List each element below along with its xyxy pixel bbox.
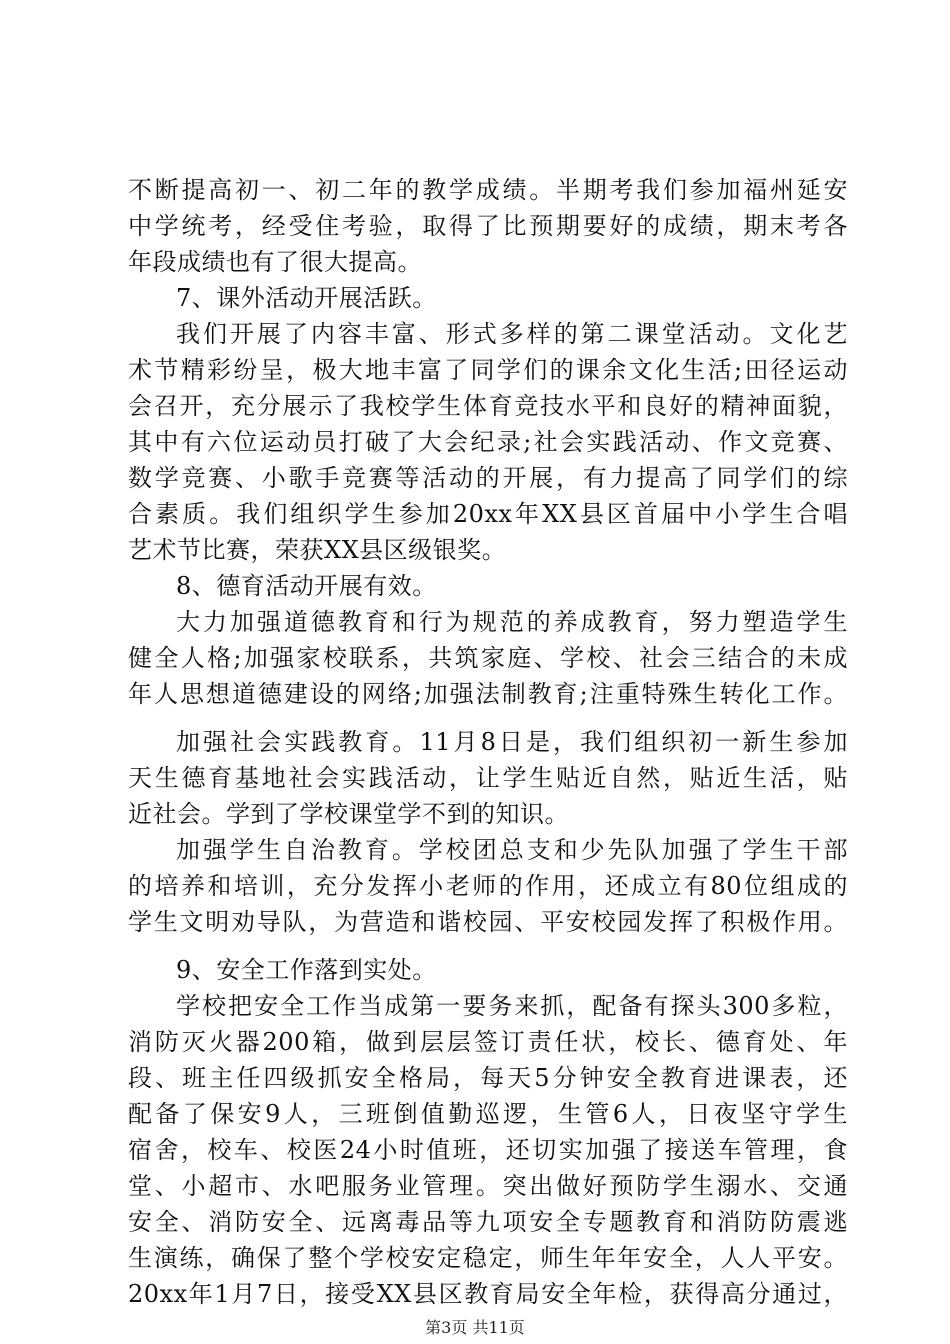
text-line: 消防灭火器200箱，做到层层签订责任状，校长、德育处、年 xyxy=(128,1028,848,1056)
section-heading-8: 8、德育活动开展有效。 xyxy=(176,572,437,600)
text-line: 生演练，确保了整个学校安定稳定，师生年年安全，人人平安。 xyxy=(128,1244,848,1272)
text-line: 20xx年1月7日，接受XX县区教育局安全年检，获得高分通过， xyxy=(128,1280,848,1308)
text-line: 加强学生自治教育。学校团总支和少先队加强了学生干部 xyxy=(176,836,848,864)
text-line: 合素质。我们组织学生参加20xx年XX县区首届中小学生合唱 xyxy=(128,500,848,528)
text-line: 配备了保安9人，三班倒值勤巡逻，生管6人，日夜坚守学生 xyxy=(128,1100,848,1128)
text-line: 大力加强道德教育和行为规范的养成教育，努力塑造学生 xyxy=(176,608,848,636)
section-heading-9: 9、安全工作落到实处。 xyxy=(176,956,437,984)
text-line: 年段成绩也有了很大提高。 xyxy=(128,248,422,276)
text-line: 学生文明劝导队，为营造和谐校园、平安校园发挥了积极作用。 xyxy=(128,908,848,936)
text-line: 健全人格;加强家校联系，共筑家庭、学校、社会三结合的未成 xyxy=(128,644,848,672)
text-line: 安全、消防安全、远离毒品等九项安全专题教育和消防防震逃 xyxy=(128,1208,848,1236)
text-line: 中学统考，经受住考验，取得了比预期要好的成绩，期末考各 xyxy=(128,212,848,240)
text-line: 年人思想道德建设的网络;加强法制教育;注重特殊生转化工作。 xyxy=(128,680,848,708)
text-line: 宿舍，校车、校医24小时值班，还切实加强了接送车管理，食 xyxy=(128,1136,848,1164)
page-number-footer: 第3页 共11页 xyxy=(425,1318,525,1337)
text-line: 加强社会实践教育。11月8日是，我们组织初一新生参加 xyxy=(176,728,848,756)
text-line: 近社会。学到了学校课堂学不到的知识。 xyxy=(128,800,569,828)
text-line: 艺术节比赛，荣获XX县区级银奖。 xyxy=(128,536,507,564)
text-line: 天生德育基地社会实践活动，让学生贴近自然，贴近生活，贴 xyxy=(128,764,848,792)
text-line: 数学竞赛、小歌手竞赛等活动的开展，有力提高了同学们的综 xyxy=(128,464,848,492)
text-line: 学校把安全工作当成第一要务来抓，配备有探头300多粒， xyxy=(176,992,848,1020)
text-line: 我们开展了内容丰富、形式多样的第二课堂活动。文化艺 xyxy=(176,320,848,348)
text-line: 段、班主任四级抓安全格局，每天5分钟安全教育进课表，还 xyxy=(128,1064,848,1092)
text-line: 会召开，充分展示了我校学生体育竞技水平和良好的精神面貌， xyxy=(128,392,848,420)
text-line: 堂、小超市、水吧服务业管理。突出做好预防学生溺水、交通 xyxy=(128,1172,848,1200)
text-line: 术节精彩纷呈，极大地丰富了同学们的课余文化生活;田径运动 xyxy=(128,356,848,384)
text-line: 的培养和培训，充分发挥小老师的作用，还成立有80位组成的 xyxy=(128,872,848,900)
text-line: 其中有六位运动员打破了大会纪录;社会实践活动、作文竞赛、 xyxy=(128,428,848,456)
text-line: 不断提高初一、初二年的教学成绩。半期考我们参加福州延安 xyxy=(128,176,848,204)
section-heading-7: 7、课外活动开展活跃。 xyxy=(176,284,437,312)
